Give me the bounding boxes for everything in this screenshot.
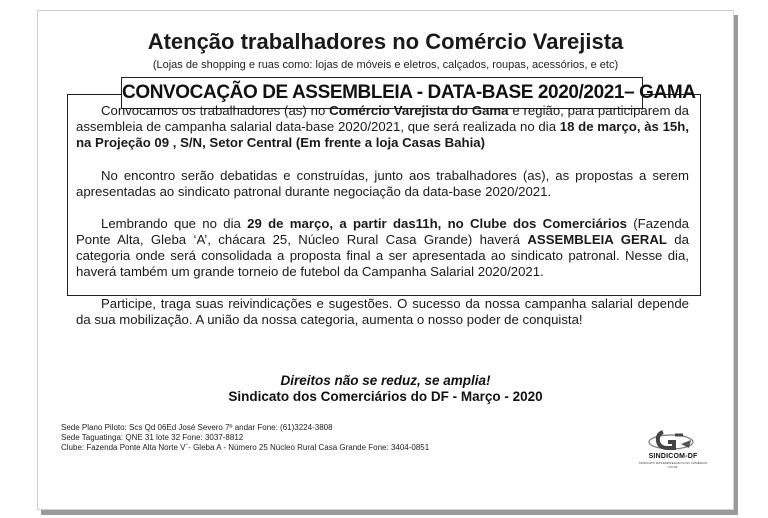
paragraph-general-assembly: Lembrando que no dia 29 de março, a partir das11h, no Clube dos Comerciários (Fazenda Ponte Alta, Gleba ‘A’, chácara 25, Núcleo Rural Casa Grande) haverá ASSEMBLEIA GERAL da categoria onde será consolidada a proposta final a ser apresentada ao sindicato patronal. Nesse dia, haverá também um grande torneio de futebol da Campanha Salarial 2020/2021.: [76, 216, 689, 279]
logo-tagline: SINDICATO DOS EMPREGADOS NO COMÉRCIO DO DF: [638, 461, 708, 469]
footer-address-line: Sede Plano Piloto: Scs Qd 06Ed José Severo 7º andar Fone: (61)3224-3808: [61, 423, 333, 432]
convocation-banner: CONVOCAÇÃO DE ASSEMBLEIA - DATA-BASE 2020/2021– GAMA: [121, 77, 643, 109]
logo-name: SINDICOM-DF: [648, 453, 698, 460]
closing-text: [76, 296, 689, 328]
page-title: Atenção trabalhadores no Comércio Varejista: [147, 29, 624, 54]
notice-body: [76, 103, 689, 280]
paragraph-convocation: Convocamos os trabalhadores (as) no Comércio Varejista do Gama e região, para participarem da assembleia de campanha salarial data-base 2020/2021, que será realizada no dia 18 de março, às 15h, na Projeção 09 , S/N, Setor Central (Em frente a loja Casas Bahia): [76, 103, 689, 150]
page-subtitle: (Lojas de shopping e ruas como: lojas de móveis e eletros, calçados, roupas, acessórios, e etc): [152, 59, 619, 71]
footer-address-line: Sede Taguatinga: QNE 31 lote 32 Fone: 3037-8812: [61, 432, 244, 442]
slogan: Direitos não se reduz, se amplia!: [280, 373, 491, 388]
paragraph-participate: Participe, traga suas reivindicações e sugestões. O sucesso da nossa campanha salarial depende da sua mobilização. A união da nossa categoria, aumenta o nosso poder de conquista!: [76, 296, 689, 327]
sindicom-logo-icon: [641, 426, 705, 466]
paragraph-meeting-purpose: No encontro serão debatidas e construídas, junto aos trabalhadores (as), as propostas a serem apresentadas ao sindicato patronal durante negociação da data-base 2020/2021.: [76, 168, 689, 199]
notice-sheet: [37, 10, 734, 510]
signature: Sindicato dos Comerciários do DF - Março - 2020: [228, 389, 543, 404]
footer-addresses: [61, 423, 429, 452]
footer-address-line: Clube: Fazenda Ponte Alta Norte V`- Gleba A - Número 25 Núcleo Rural Casa Grande Fone: 3404-0851: [61, 442, 430, 452]
